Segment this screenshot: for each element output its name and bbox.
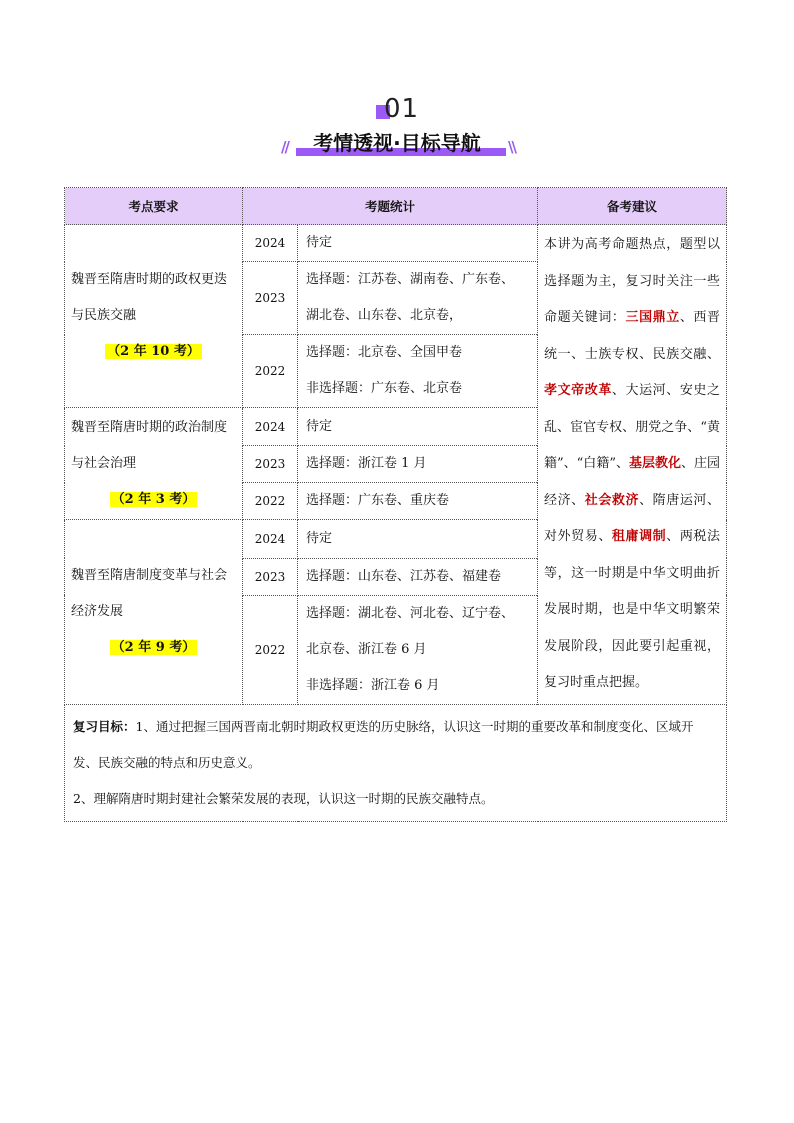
exam-entry-line: 非选择题：广东卷、北京卷 bbox=[306, 381, 463, 396]
table-row bbox=[65, 225, 727, 262]
exam-entry-line: 选择题：湖北卷、河北卷、辽宁卷、 bbox=[306, 605, 515, 621]
topic-requirement-cell bbox=[65, 225, 243, 408]
advice-text: 、两税法等，这一时期是中华文明曲折发展时期，也是中华文明繁荣发展阶段，因此要引起重视，复习时重点把握。 bbox=[544, 529, 721, 690]
col-header-requirements: 考点要求 bbox=[65, 188, 243, 225]
advice-text: 、西晋统一、士族专权、民族交融、 bbox=[544, 310, 721, 362]
exam-entries bbox=[298, 446, 538, 483]
exam-entry-line: 湖北卷、山东卷、北京卷， bbox=[306, 308, 463, 323]
exam-entry-line: 选择题：北京卷、全国甲卷 bbox=[306, 345, 463, 360]
advice-text: 、大运河、安史之乱、宦官专权、朋党之争、“黄籍”、“白籍”、 bbox=[544, 383, 721, 471]
exam-entries bbox=[298, 558, 538, 595]
slash-decoration-right: \\ bbox=[508, 138, 515, 156]
advice-text: 、庄园经济、 bbox=[544, 456, 720, 508]
advice-text: 本讲为高考命题热点，题型以选择题为主，复习时关注一些命题关键词： bbox=[544, 237, 721, 325]
advice-keyword: 租庸调制 bbox=[611, 529, 667, 544]
review-goal-label: 复习目标： bbox=[73, 718, 136, 734]
exam-entry-line: 待定 bbox=[306, 530, 333, 546]
advice-keyword: 孝文帝改革 bbox=[544, 383, 612, 398]
exam-year: 2024 bbox=[243, 225, 298, 262]
exam-year: 2022 bbox=[243, 335, 298, 408]
exam-analysis-table bbox=[64, 187, 727, 822]
topic-title: 魏晋至隋唐制度变革与社会经济发展 bbox=[71, 567, 228, 619]
exam-year: 2023 bbox=[243, 558, 298, 595]
exam-count-badge bbox=[71, 630, 236, 666]
exam-entries bbox=[298, 595, 538, 704]
exam-year: 2023 bbox=[243, 262, 298, 335]
topic-title: 魏晋至隋唐时期的政权更迭与民族交融 bbox=[71, 272, 228, 323]
review-goal-2: 2、理解隋唐时期封建社会繁荣发展的表现，认识这一时期的民族交融特点。 bbox=[73, 790, 494, 806]
slash-decoration-left: // bbox=[281, 138, 288, 156]
exam-count-badge bbox=[71, 482, 236, 518]
exam-count-label: （2 年 9 考） bbox=[111, 639, 196, 655]
section-number: 01 bbox=[384, 94, 420, 124]
exam-year: 2022 bbox=[243, 595, 298, 704]
exam-year: 2023 bbox=[243, 446, 298, 483]
section-title: 考情透视·目标导航 bbox=[313, 131, 481, 155]
exam-entry-line: 非选择题：浙江卷 6 月 bbox=[306, 677, 440, 693]
exam-entries bbox=[298, 225, 538, 262]
exam-entry-line: 选择题：广东卷、重庆卷 bbox=[306, 493, 450, 509]
review-goal-1-text: 1、通过把握三国两晋南北朝时期政权更迭的历史脉络，认识这一时期的重要改革和制度变化、区域开发、民族交融的特点和历史意义。 bbox=[73, 718, 694, 770]
exam-year: 2024 bbox=[243, 520, 298, 558]
exam-entry-line: 待定 bbox=[306, 418, 333, 434]
review-goal-row bbox=[65, 704, 727, 821]
study-advice-cell bbox=[538, 225, 727, 705]
topic-requirement-cell bbox=[65, 408, 243, 520]
exam-entry-line: 待定 bbox=[306, 235, 333, 250]
exam-entry-line: 选择题：山东卷、江苏卷、福建卷 bbox=[306, 568, 502, 584]
exam-entries bbox=[298, 520, 538, 558]
topic-title: 魏晋至隋唐时期的政治制度与社会治理 bbox=[71, 419, 228, 471]
col-header-statistics: 考题统计 bbox=[243, 188, 538, 225]
exam-year: 2022 bbox=[243, 483, 298, 520]
exam-year: 2024 bbox=[243, 408, 298, 446]
advice-text: 、隋唐运河、对外贸易、 bbox=[544, 492, 720, 544]
exam-entries bbox=[298, 483, 538, 520]
exam-count-label: （2 年 3 考） bbox=[111, 491, 196, 507]
review-goal-1 bbox=[73, 709, 718, 781]
review-goal-cell bbox=[65, 704, 727, 821]
advice-keyword: 三国鼎立 bbox=[625, 310, 680, 325]
exam-entries bbox=[298, 262, 538, 335]
topic-requirement-cell bbox=[65, 520, 243, 704]
advice-keyword: 社会救济 bbox=[584, 492, 640, 508]
exam-entries bbox=[298, 408, 538, 446]
exam-entry-line: 选择题：浙江卷 1 月 bbox=[306, 456, 427, 472]
exam-entries bbox=[298, 335, 538, 408]
advice-keyword: 基层教化 bbox=[628, 456, 681, 471]
exam-count-label: （2 年 10 考） bbox=[107, 344, 200, 359]
exam-entry-line: 北京卷、浙江卷 6 月 bbox=[306, 641, 427, 657]
col-header-advice: 备考建议 bbox=[538, 188, 727, 225]
exam-entry-line: 选择题：江苏卷、湖南卷、广东卷、 bbox=[306, 272, 515, 287]
exam-count-badge bbox=[71, 334, 236, 370]
